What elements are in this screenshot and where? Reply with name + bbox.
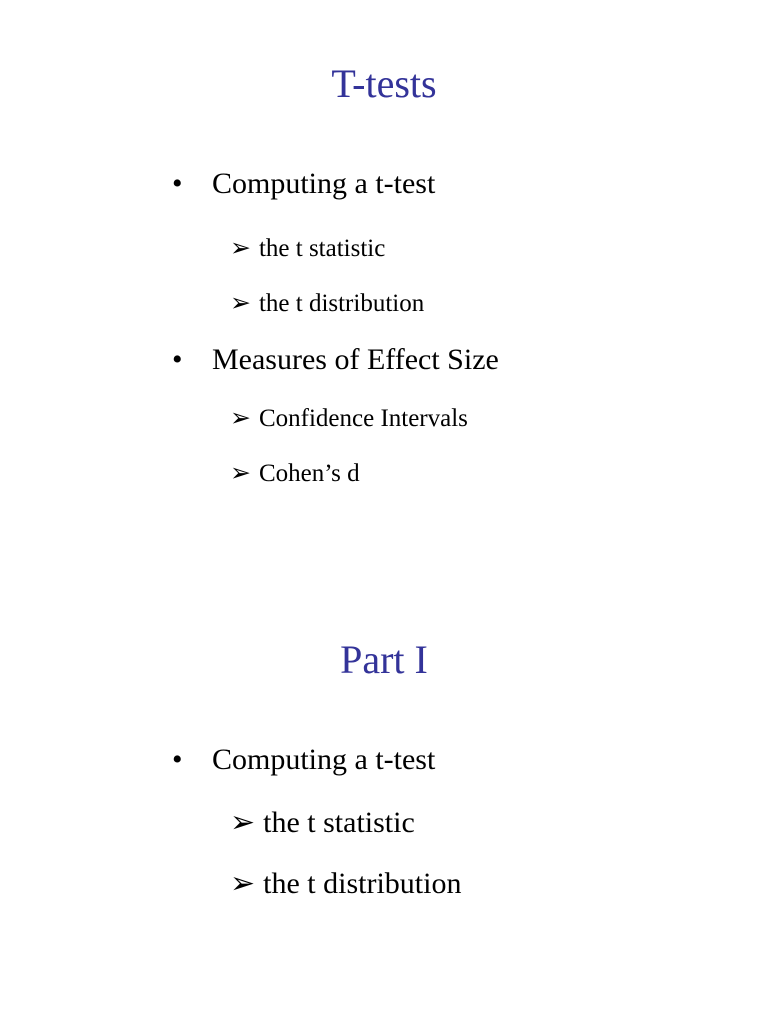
slide-2-title: Part I [340, 637, 428, 682]
sub-bullet-text: the t distribution [263, 867, 462, 900]
arrow-bullet-icon: ➢ [230, 460, 251, 487]
arrow-bullet-icon: ➢ [230, 806, 256, 839]
bullet-text: Computing a t-test [212, 743, 436, 776]
slide-1-sub-2-1 [230, 403, 468, 433]
slide-1-bullet-1 [172, 167, 435, 201]
bullet-text: Computing a t-test [212, 167, 436, 200]
slide-2-bullet-1 [172, 743, 435, 777]
bullet-dot-icon: • [172, 743, 183, 776]
sub-bullet-text: the t statistic [258, 235, 386, 262]
slide-1-bullet-2 [172, 343, 499, 377]
sub-bullet-text: the t statistic [263, 806, 415, 839]
slide-1-title: T-tests [331, 61, 437, 106]
arrow-bullet-icon: ➢ [230, 405, 251, 432]
slide-1-sub-2-2 [230, 458, 360, 488]
bullet-text: Measures of Effect Size [212, 343, 499, 376]
sub-bullet-text: Cohen’s d [258, 460, 360, 487]
slide-2-sub-1-1 [230, 805, 415, 840]
arrow-bullet-icon: ➢ [230, 235, 251, 262]
bullet-dot-icon: • [172, 167, 183, 200]
slide-2-sub-1-2 [230, 866, 461, 901]
slide-1-sub-1-2 [230, 288, 424, 318]
slide-1-sub-1-1 [230, 233, 385, 263]
arrow-bullet-icon: ➢ [230, 290, 251, 317]
sub-bullet-text: the t distribution [258, 290, 425, 317]
bullet-dot-icon: • [172, 343, 183, 376]
sub-bullet-text: Confidence Intervals [258, 405, 468, 432]
arrow-bullet-icon: ➢ [230, 867, 256, 900]
